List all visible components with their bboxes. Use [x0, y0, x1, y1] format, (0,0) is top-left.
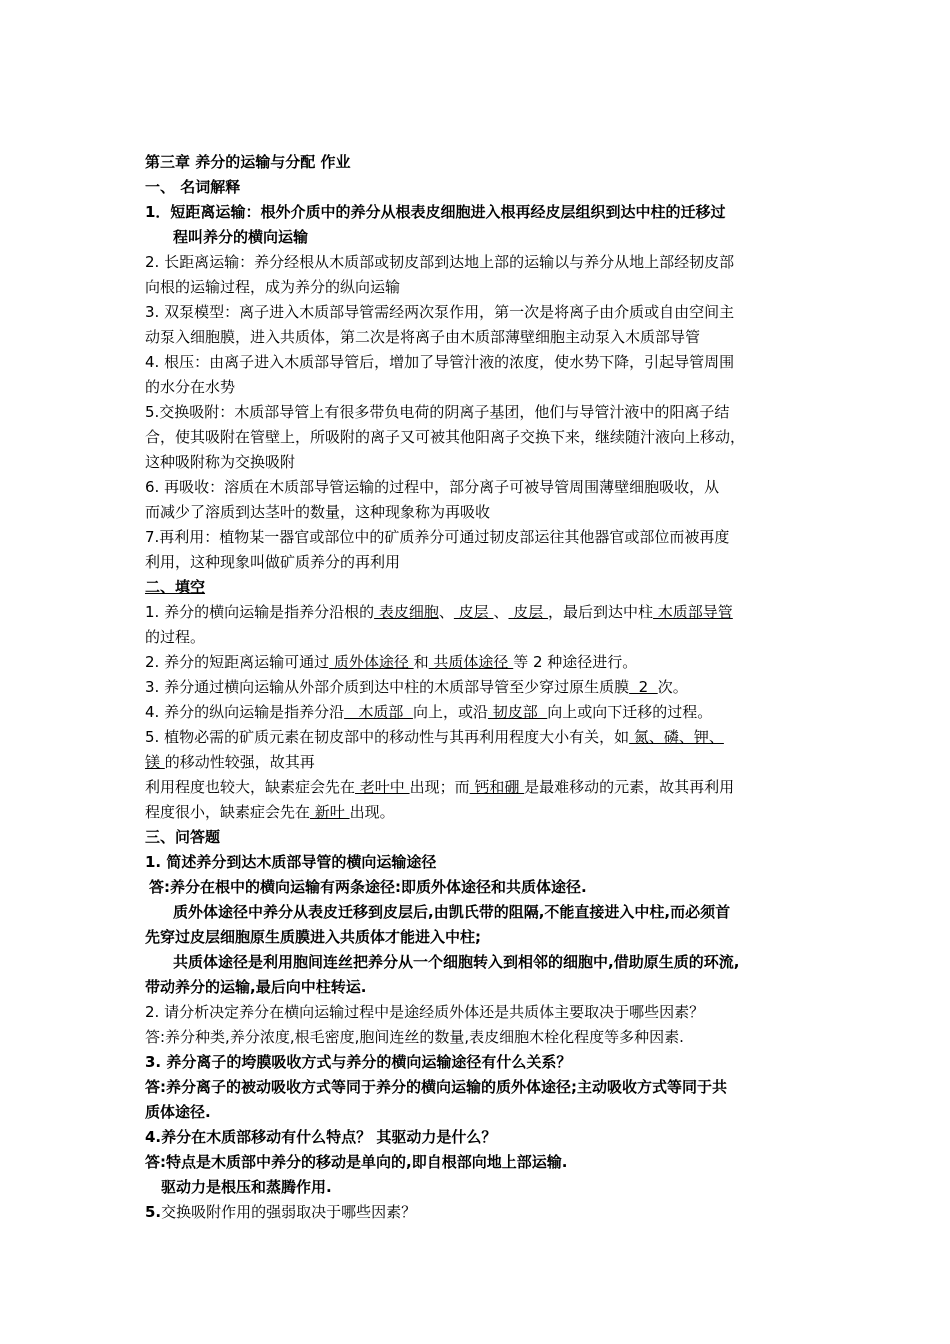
document-page: [145, 150, 810, 1225]
answer-blank: 木质部导管: [653, 603, 733, 621]
fill-5-line1: 5. 植物必需的矿质元素在韧皮部中的移动性与其再利用程度大小有关，如 氮、磷、钾、: [145, 728, 724, 746]
fill-1-line2: 的过程。: [145, 628, 206, 646]
section-heading-definitions: 一、 名词解释: [145, 178, 241, 196]
answer-blank: 钙和硼: [469, 778, 525, 796]
definition-6-line1: 6. 再吸收：溶质在木质部导管运输的过程中，部分离子可被导管周围薄壁细胞吸收，从: [145, 478, 720, 496]
definition-1-line1: 1．短距离运输：根外介质中的养分从根表皮细胞进入根再经皮层组织到达中柱的迁移过: [145, 203, 726, 221]
definition-3-line1: 3. 双泵模型：离子进入木质部导管需经两次泵作用，第一次是将离子由介质或自由空间主: [145, 303, 735, 321]
definition-3-line2: 动泵入细胞膜，进入共质体，第二次是将离子由木质部薄壁细胞主动泵入木质部导管: [145, 328, 701, 346]
section-heading-fill-in: 二、填空: [145, 578, 206, 596]
definition-6-line2: 而减少了溶质到达茎叶的数量，这种现象称为再吸收: [145, 503, 491, 521]
definition-5-line1: 5.交换吸附：木质部导管上有很多带负电荷的阴离子基团，他们与导管汁液中的阳离子结: [145, 403, 730, 421]
definition-7-line1: 7.再利用：植物某一器官或部位中的矿质养分可通过韧皮部运往其他器官或部位而被再度: [145, 528, 730, 546]
fill-1-line1: 1. 养分的横向运输是指养分沿根的 表皮细胞、 皮层 、 皮层 ，最后到达中柱 木质部导管: [145, 603, 733, 621]
answer-blank: 皮层: [508, 603, 548, 621]
definition-2-line1: 2. 长距离运输：养分经根从木质部或韧皮部到达地上部的运输以与养分从地上部经韧皮部: [145, 253, 735, 271]
definition-2-line2: 向根的运输过程，成为养分的纵向运输: [145, 278, 401, 296]
answer-4-line2: 驱动力是根压和蒸腾作用.: [161, 1178, 332, 1196]
definition-5-line3: 这种吸附称为交换吸附: [145, 453, 296, 471]
answer-1-line4: 共质体途径是利用胞间连丝把养分从一个细胞转入到相邻的细胞中,借助原生质的环流,: [173, 953, 740, 971]
section-heading-questions: 三、问答题: [145, 828, 221, 846]
answer-1-line2: 质外体途径中养分从表皮迁移到皮层后,由凯氏带的阻隔,不能直接进入中柱,而必须首: [173, 903, 731, 921]
answer-blank: 新叶: [310, 803, 350, 821]
fill-5-line3: 利用程度也较大，缺素症会先在 老叶中 出现；而 钙和硼 是最难移动的元素，故其再利用: [145, 778, 735, 796]
fill-5-line2: 镁 的移动性较强，故其再: [145, 753, 315, 771]
definition-4-line1: 4. 根压：由离子进入木质部导管后，增加了导管汁液的浓度，使水势下降，引起导管周围: [145, 353, 735, 371]
answer-blank: 老叶中: [355, 778, 410, 796]
answer-blank: 木质部: [344, 703, 413, 721]
definition-1-line2: 程叫养分的横向运输: [173, 228, 309, 246]
answer-1-line1: 答:养分在根中的横向运输有两条途径:即质外体途径和共质体途径.: [149, 878, 587, 896]
question-3: 3. 养分离子的垮膜吸收方式与养分的横向运输途径有什么关系？: [145, 1053, 572, 1071]
answer-2: 答:养分种类,养分浓度,根毛密度,胞间连丝的数量,表皮细胞木栓化程度等多种因素.: [145, 1028, 684, 1046]
answer-1-line3: 先穿过皮层细胞原生质膜进入共质体才能进入中柱;: [145, 928, 482, 946]
question-5: 5.交换吸附作用的强弱取决于哪些因素？: [145, 1203, 417, 1221]
answer-4-line1: 答:特点是木质部中养分的移动是单向的,即自根部向地上部运输.: [145, 1153, 568, 1171]
answer-blank: 皮层: [453, 603, 494, 621]
fill-2: 2. 养分的短距离运输可通过 质外体途径 和 共质体途径 等 2 种途径进行。: [145, 653, 638, 671]
answer-1-line5: 带动养分的运输,最后向中柱转运.: [145, 978, 367, 996]
definition-4-line2: 的水分在水势: [145, 378, 236, 396]
answer-blank: 共质体途径: [428, 653, 514, 671]
fill-5-line4: 程度很小，缺素症会先在 新叶 出现。: [145, 803, 395, 821]
answer-blank: 质外体途径: [329, 653, 414, 671]
answer-blank: 表皮细胞: [374, 603, 439, 621]
fill-4: 4. 养分的纵向运输是指养分沿 木质部 向上，或沿 韧皮部 向上或向下迁移的过程。: [145, 703, 713, 721]
question-1: 1. 简述养分到达木质部导管的横向运输途径: [145, 853, 437, 871]
answer-blank: 氮、磷、钾、: [629, 728, 724, 746]
question-2: 2. 请分析决定养分在横向运输过程中是途经质外体还是共质体主要取决于哪些因素？: [145, 1003, 705, 1021]
answer-blank: 镁: [145, 753, 165, 771]
fill-3: 3. 养分通过横向运输从外部介质到达中柱的木质部导管至少穿过原生质膜 2 次。: [145, 678, 688, 696]
definition-5-line2: 合，使其吸附在管壁上，所吸附的离子又可被其他阳离子交换下来，继续随汁液向上移动，: [145, 428, 746, 446]
answer-blank: 2: [629, 678, 658, 696]
answer-3-line2: 质体途径.: [145, 1103, 211, 1121]
question-4: 4.养分在木质部移动有什么特点？ 其驱动力是什么？: [145, 1128, 497, 1146]
chapter-title: 第三章 养分的运输与分配 作业: [145, 153, 351, 171]
answer-3-line1: 答:养分离子的被动吸收方式等同于养分的横向运输的质外体途径;主动吸收方式等同于共: [145, 1078, 728, 1096]
definition-7-line2: 利用，这种现象叫做矿质养分的再利用: [145, 553, 401, 571]
answer-blank: 韧皮部: [487, 703, 548, 721]
